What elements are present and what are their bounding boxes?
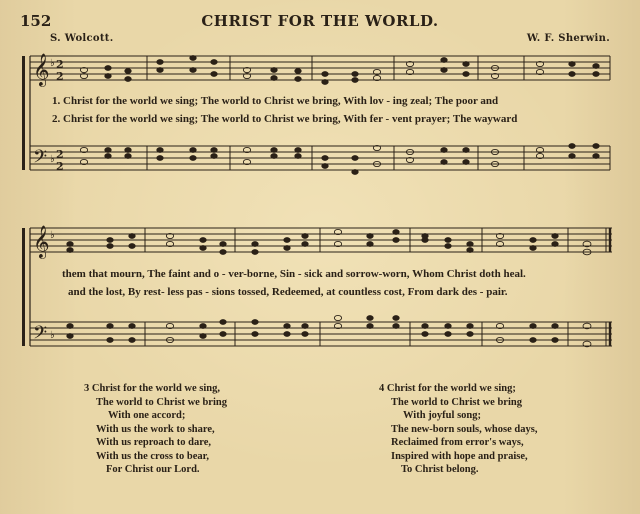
lyric-line-verse-2-system-2: and the lost, By rest- less pas - sions tossed, Redeemed, at countless cost, From dark des - pair.: [68, 286, 508, 298]
stanza-3: [84, 382, 227, 477]
stanza-line: Inspired with hope and praise,: [391, 450, 528, 462]
treble-staff-2: [30, 228, 612, 252]
treble-staff-1: [30, 56, 610, 80]
svg-text:♭: ♭: [50, 330, 55, 341]
stanza-line: The world to Christ we bring: [391, 396, 522, 408]
stanza-4: [379, 382, 537, 477]
svg-text:♭: ♭: [50, 58, 55, 69]
stanza-line: 4 Christ for the world we sing;: [379, 383, 516, 394]
svg-text:𝄞: 𝄞: [33, 53, 50, 86]
lyric-line-verse-1-system-2: them that mourn, The faint and o - ver-borne, Sin - sick and sorrow-worn, Whom Christ doth heal.: [62, 268, 526, 280]
svg-text:𝄞: 𝄞: [33, 225, 50, 258]
stanza-line: With one accord;: [108, 410, 186, 421]
bass-staff-1: [30, 146, 610, 170]
stanza-line: For Christ our Lord.: [106, 464, 200, 475]
stanza-line: With us the cross to bear,: [96, 450, 209, 462]
page-number: 152: [20, 12, 52, 30]
stanza-line: With us the work to share,: [96, 423, 215, 435]
svg-text:2: 2: [56, 160, 64, 173]
hymn-title: CHRIST FOR THE WORLD.: [201, 12, 439, 30]
svg-text:♭: ♭: [50, 230, 55, 241]
stanza-line: Reclaimed from error's ways,: [391, 437, 524, 448]
stanza-line: 3 Christ for the world we sing,: [84, 383, 221, 394]
stanza-line: The world to Christ we bring: [96, 396, 227, 408]
lyric-line-verse-2-system-1: 2. Christ for the world we sing; The world to Christ we bring, With fer - vent prayer; The wayward: [52, 113, 518, 125]
stanza-line: With joyful song;: [403, 410, 481, 421]
svg-text:𝄢: 𝄢: [33, 147, 48, 172]
lyric-line-verse-1-system-1: 1. Christ for the world we sing; The world to Christ we bring, With lov - ing zeal; The poor and: [52, 95, 499, 107]
bass-staff-2: [30, 322, 612, 346]
svg-text:♭: ♭: [50, 154, 55, 165]
svg-text:𝄢: 𝄢: [33, 323, 48, 348]
composer-credit: W. F. Sherwin.: [526, 33, 610, 44]
svg-text:2: 2: [56, 58, 64, 71]
svg-text:2: 2: [56, 70, 64, 83]
svg-text:2: 2: [56, 148, 64, 161]
lyricist-credit: S. Wolcott.: [50, 33, 114, 44]
stanza-line: To Christ belong.: [401, 464, 479, 475]
stanza-line: The new-born souls, whose days,: [391, 423, 538, 435]
stanza-line: With us reproach to dare,: [96, 437, 212, 448]
